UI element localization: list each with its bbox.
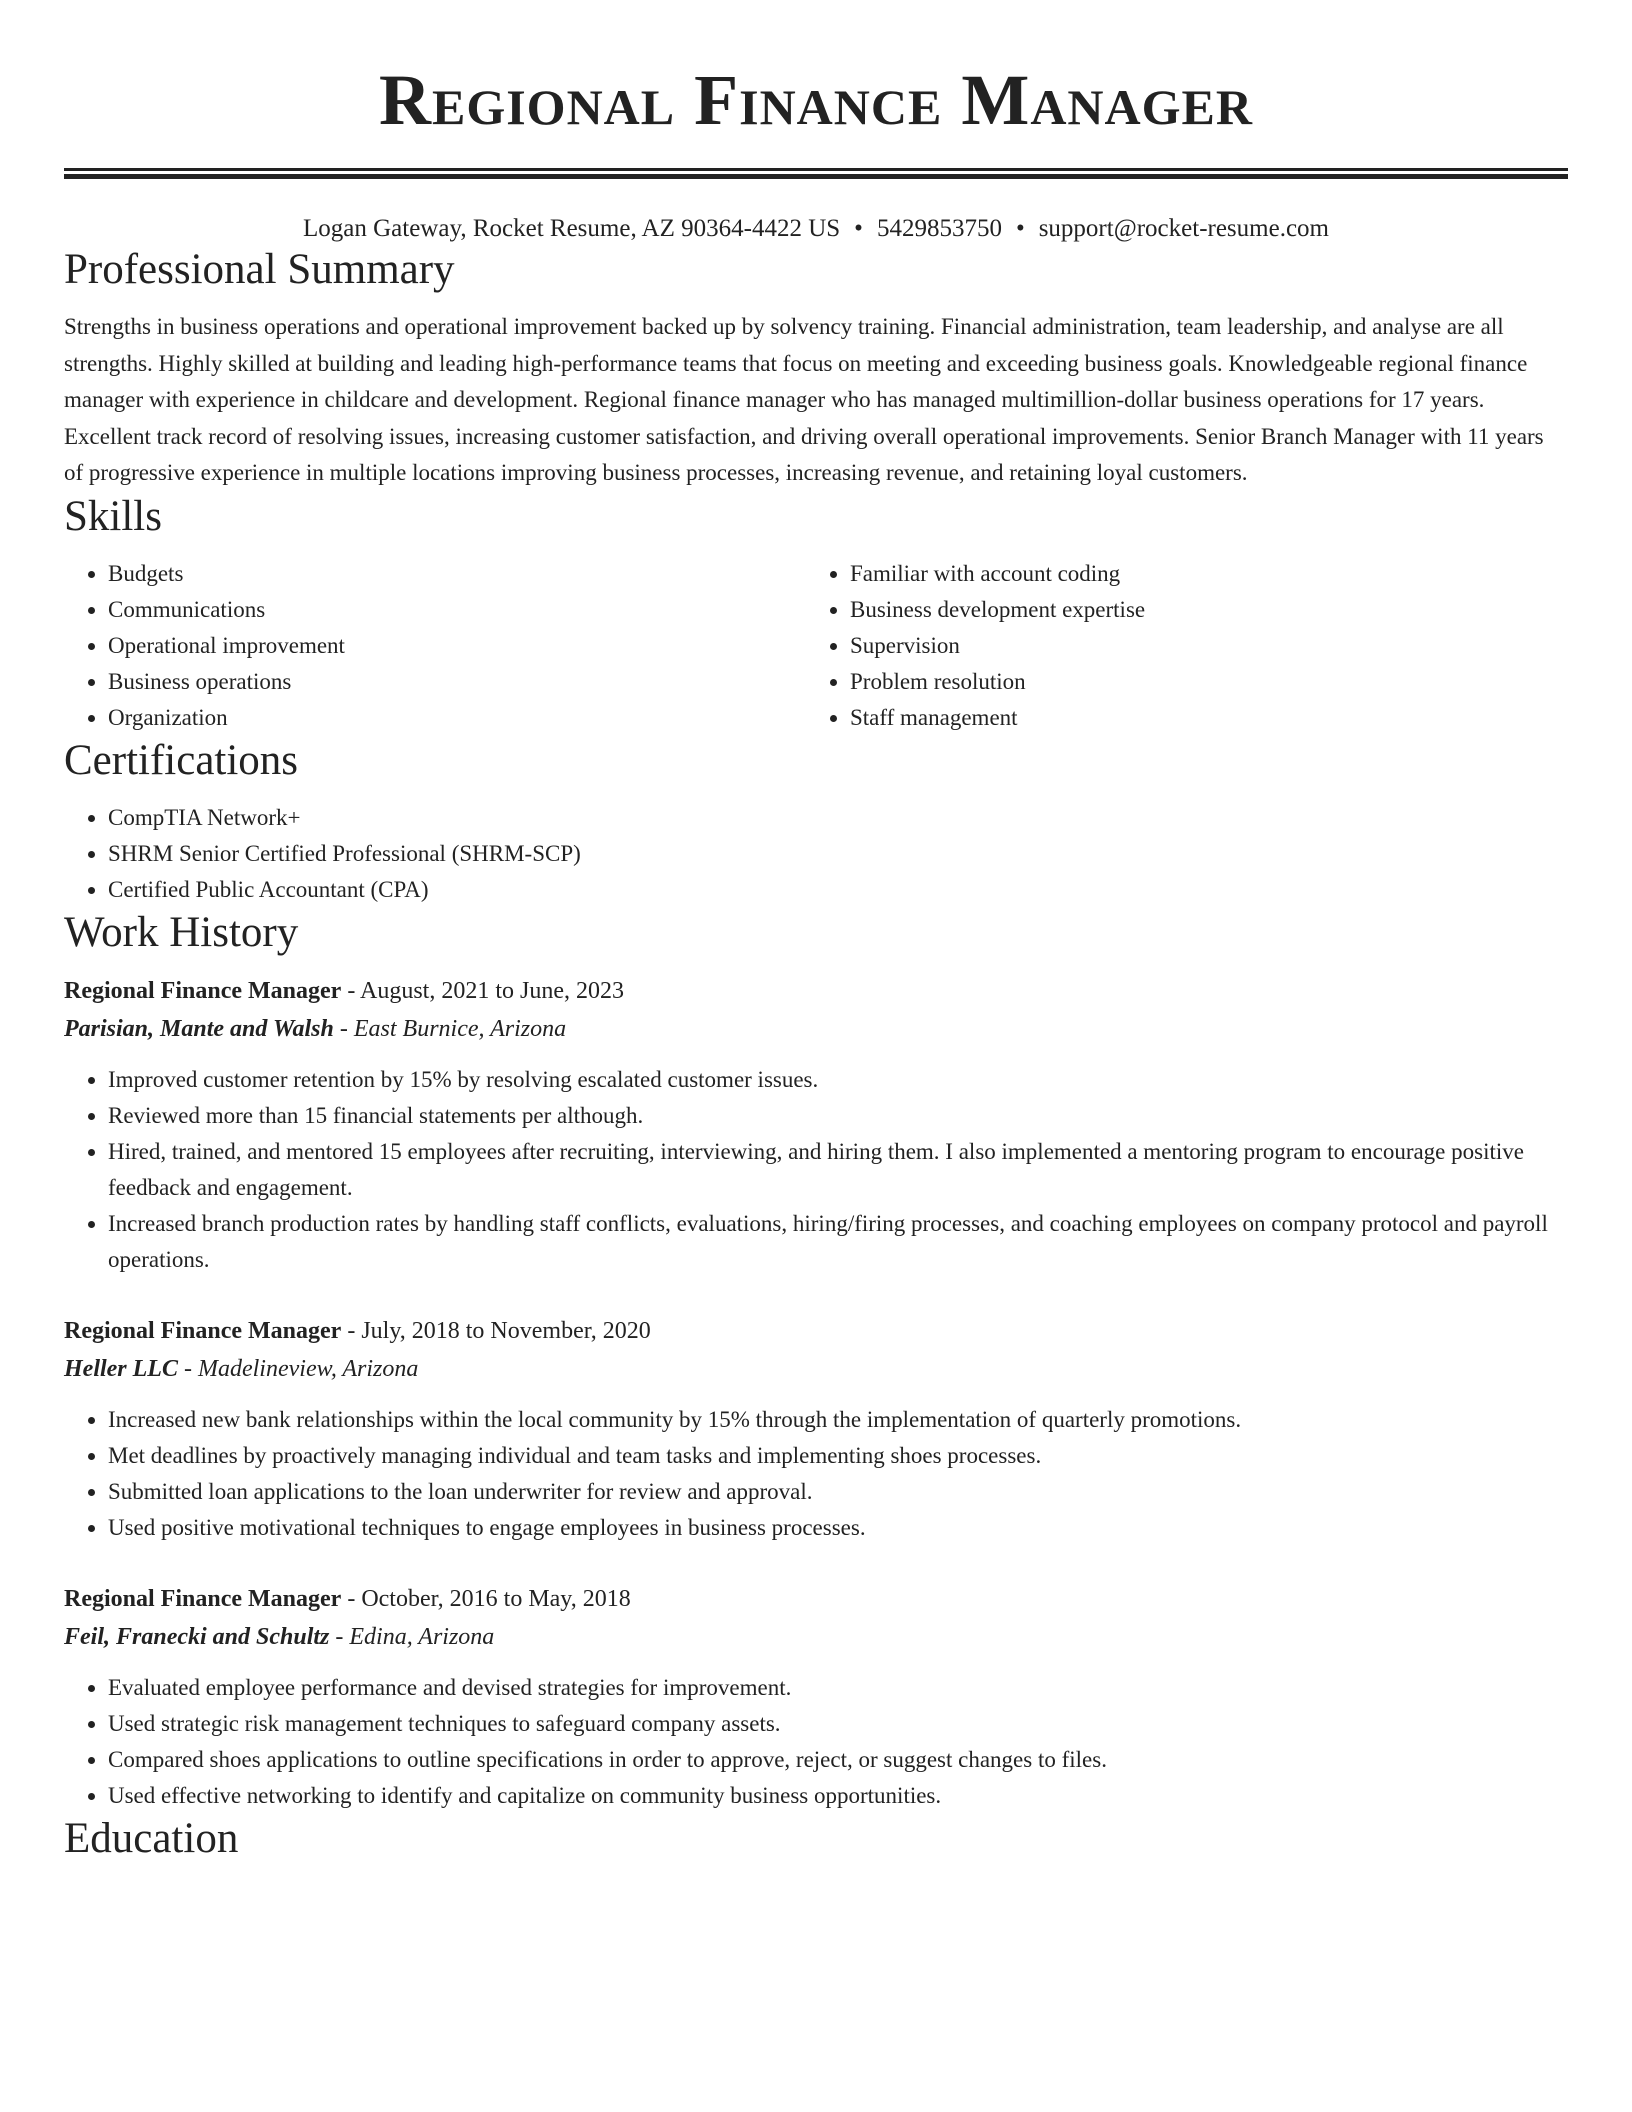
skill-item: • Supervision [850, 628, 1548, 664]
certifications-list [64, 800, 1568, 908]
skills-list-right [806, 556, 1548, 736]
job-company: Feil, Franecki and Schultz [64, 1623, 330, 1650]
job-bullet: • Used positive motivational techniques to engage employees in business processes. [108, 1510, 1568, 1546]
job-dash: - [347, 1317, 356, 1344]
contact-address: Logan Gateway, Rocket Resume, AZ 90364-4422 US [303, 215, 841, 242]
job-bullet: • Hired, trained, and mentored 15 employees after recruiting, interviewing, and hiring them. I also implemented a mentoring program to encourage positive feedback and engagement. [108, 1134, 1568, 1206]
certification-item: • Certified Public Accountant (CPA) [108, 872, 1568, 908]
job-company-line [64, 1618, 1568, 1656]
job-dash: - [347, 1585, 356, 1612]
job-title-line [64, 972, 1568, 1010]
job-bullet: • Submitted loan applications to the loan underwriter for review and approval. [108, 1474, 1568, 1510]
job-company-line [64, 1350, 1568, 1388]
job-company-line [64, 1010, 1568, 1048]
skill-item: • Budgets [108, 556, 806, 592]
job-bullet: • Improved customer retention by 15% by resolving escalated customer issues. [108, 1062, 1568, 1098]
job-title: Regional Finance Manager [64, 1317, 342, 1344]
job-title-line [64, 1312, 1568, 1350]
job-bullet: • Increased branch production rates by handling staff conflicts, evaluations, hiring/firing processes, and coaching employees on company protocol and payroll operations. [108, 1206, 1568, 1278]
education-heading: Education [64, 1814, 239, 1862]
skills-list-left [64, 556, 806, 736]
job-bullets [64, 1062, 1568, 1278]
skill-item: • Operational improvement [108, 628, 806, 664]
job-bullet: • Used effective networking to identify and capitalize on community business opportunities. [108, 1778, 1568, 1814]
contact-line [64, 213, 1568, 245]
skill-item: • Business operations [108, 664, 806, 700]
job-dates: October, 2016 to May, 2018 [361, 1585, 631, 1612]
contact-separator: • [854, 215, 863, 242]
skill-item: • Organization [108, 700, 806, 736]
job-title-line [64, 1580, 1568, 1618]
job-title: Regional Finance Manager [64, 1585, 342, 1612]
job-dates: August, 2021 to June, 2023 [360, 977, 624, 1004]
job-location: East Burnice, Arizona [353, 1015, 567, 1042]
job-dash: - [335, 1623, 344, 1650]
job-bullet: • Evaluated employee performance and devised strategies for improvement. [108, 1670, 1568, 1706]
work-history-heading: Work History [64, 908, 299, 956]
job-bullet: • Used strategic risk management techniques to safeguard company assets. [108, 1706, 1568, 1742]
title-double-rule [64, 168, 1568, 179]
job-bullets [64, 1670, 1568, 1814]
summary-heading: Professional Summary [64, 246, 455, 293]
job-location: Edina, Arizona [349, 1623, 495, 1650]
job-dates: July, 2018 to November, 2020 [361, 1317, 651, 1344]
skills-heading: Skills [64, 492, 162, 540]
skill-item: • Staff management [850, 700, 1548, 736]
job-company: Heller LLC [64, 1355, 178, 1382]
certification-item: • SHRM Senior Certified Professional (SHRM-SCP) [108, 836, 1568, 872]
job-location: Madelineview, Arizona [197, 1355, 419, 1382]
job-bullet: • Met deadlines by proactively managing individual and team tasks and implementing shoes processes. [108, 1438, 1568, 1474]
skill-item: • Problem resolution [850, 664, 1548, 700]
skills-columns [64, 556, 1568, 736]
job-bullet: • Reviewed more than 15 financial statements per although. [108, 1098, 1568, 1134]
summary-text: Strengths in business operations and operational improvement backed up by solvency training. Financial administration, team leadership, and analyse are all strengths. Highly skilled at building and leading high-performance teams that focus on meeting and exceeding business goals. Knowledgeable regional finance manager with experience in childcare and development. Regional finance manager who has managed multimillion-dollar business operations for 17 years. Excellent track record of resolving issues, increasing customer satisfaction, and driving overall operational improvements. Senior Branch Manager with 11 years of progressive experience in multiple locations improving business processes, increasing revenue, and retaining loyal customers. [64, 314, 1544, 486]
job-dash: - [347, 977, 356, 1004]
contact-separator: • [1015, 215, 1025, 242]
job-bullet: • Compared shoes applications to outline specifications in order to approve, reject, or suggest changes to files. [108, 1742, 1568, 1778]
job-company: Parisian, Mante and Walsh [64, 1015, 334, 1042]
job-bullet: • Increased new bank relationships within the local community by 15% through the implementation of quarterly promotions. [108, 1402, 1568, 1438]
job-bullets [64, 1402, 1568, 1546]
job-dash: - [183, 1355, 192, 1382]
skill-item: • Familiar with account coding [850, 556, 1548, 592]
contact-email: support@rocket-resume.com [1038, 215, 1329, 242]
certifications-heading: Certifications [64, 736, 299, 784]
resume-title: Regional Finance Manager [378, 60, 1253, 140]
resume-page [64, 0, 1568, 1864]
certification-item: • CompTIA Network+ [108, 800, 1568, 836]
skill-item: • Communications [108, 592, 806, 628]
job-title: Regional Finance Manager [64, 977, 342, 1004]
skill-item: • Business development expertise [850, 592, 1548, 628]
job-dash: - [339, 1015, 348, 1042]
contact-phone: 5429853750 [876, 215, 1002, 242]
